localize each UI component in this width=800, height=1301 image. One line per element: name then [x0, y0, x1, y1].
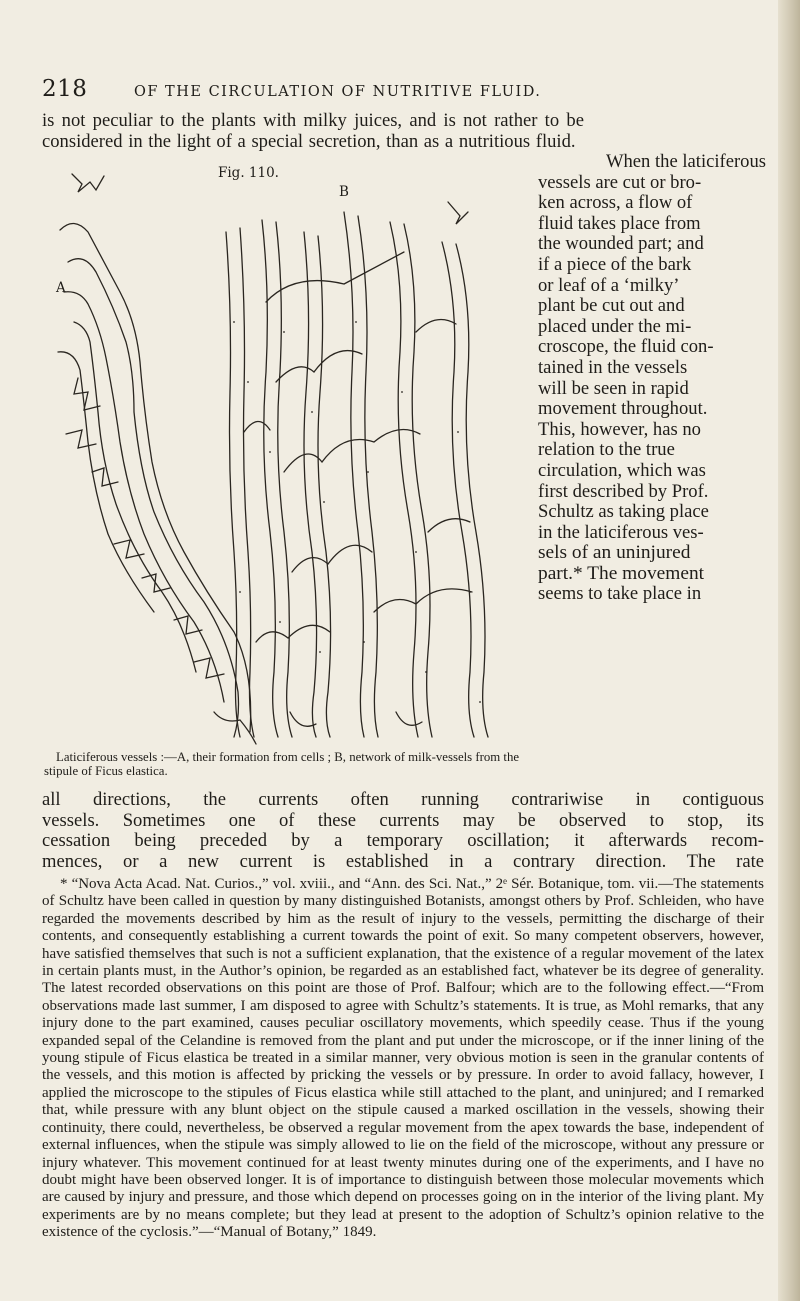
figure-part-a-drawing: [58, 174, 256, 744]
text-line: movement throughout.: [538, 398, 708, 420]
text-line: croscope, the fluid con-: [538, 336, 714, 358]
text-line: in the laticiferous ves-: [538, 521, 704, 543]
page-number: 218: [42, 76, 88, 102]
text-line: circulation, which was: [538, 459, 706, 481]
figure-stippling: [233, 321, 481, 703]
text-line: ken across, a flow of: [538, 192, 693, 214]
page-header: [42, 76, 762, 106]
text-line: vessels. Sometimes one of these currents may be observed to stop, its: [42, 809, 764, 831]
text-line: all directions, the currents often running contrariwise in contiguous: [42, 789, 764, 810]
text-line: if a piece of the bark: [538, 253, 692, 275]
laticiferous-vessels-illustration: [44, 172, 524, 747]
text-line: plant be cut out and: [538, 295, 685, 317]
text-line: mences, or a new current is established in a contrary direction. The rate: [42, 850, 764, 872]
page-edge: [778, 0, 800, 1301]
text-line: cessation being preceded by a temporary oscillation; it afterwards recom-: [42, 830, 764, 852]
text-line: considered in the light of a special secretion, than as a nutritious fluid.: [42, 130, 576, 152]
text-line: is not peculiar to the plants with milky juices, and is not rather to be: [42, 110, 584, 131]
text-line: Schultz as taking place: [538, 501, 709, 523]
text-line: placed under the mi-: [538, 315, 692, 337]
text-line: tained in the vessels: [538, 356, 688, 378]
figure-caption-text: Laticiferous vessels :—A, their formation from cells ; B, network of milk-vessels from the stipule of Ficus elastica.: [44, 750, 520, 778]
text-line: first described by Prof.: [538, 480, 709, 502]
figure-part-b-label: B: [339, 184, 349, 200]
right-column-text: [538, 152, 766, 605]
text-line: fluid takes place from: [538, 212, 701, 234]
figure-110: [44, 165, 524, 778]
figure-label: Fig. 110.: [218, 165, 279, 181]
running-title: OF THE CIRCULATION OF NUTRITIVE FLUID.: [134, 84, 542, 100]
figure-caption: [44, 750, 522, 778]
text-line: relation to the true: [538, 439, 675, 461]
text-line: or leaf of a ‘milky’: [538, 274, 680, 296]
text-line: sels of an uninjured: [538, 542, 691, 564]
text-line: will be seen in rapid: [538, 377, 689, 399]
figure-part-a-label: A: [56, 280, 66, 296]
text-line: vessels are cut or bro-: [538, 171, 702, 193]
paragraph-top: [42, 111, 764, 152]
figure-part-b-drawing: [226, 202, 488, 737]
footnote: * “Nova Acta Acad. Nat. Curios.,” vol. xviii., and “Ann. des Sci. Nat.,” 2ᵉ Sér. Botanique, tom. vii.—The statements of Schultz have been called in question by many distinguished Botanists, amongst others by Prof. Schleiden, who have regarded the movements described by him as the result of injury to the vessels, permitting the discharge of their contents, and consequently establishing a current towards the point of exit. So many competent observers, however, have satisfied themselves that such is not a sufficient explanation, that the existence of a regular movement of the latex in certain plants must, in the Author’s opinion, be regarded as an established fact, whatever be its degree of generality. The latest recorded observations on this point are those of Prof. Balfour; which are to the following effect.—“From observations made last summer, I am disposed to agree with Schultz’s statements. It is true, as Mohl remarks, that any injury done to the part examined, causes peculiar oscillatory movements, which speedily cease. Thus if the young expanded sepal of the Celandine is removed from the plant and put under the microscope, or if the inner lining of the young stipule of Ficus elastica be treated in a similar manner, very obvious motion is seen in the granular contents of the vessels, and this motion is affected by pricking the vessels or by pressure. In order to avoid fallacy, however, I applied the microscope to the stipules of Ficus elastica while still attached to the plant, and uninjured; and I remarked that, while pressure with any blunt object on the stipule caused a marked oscillation in the vessels, showing their continuity, there could, nevertheless, be observed a regular movement from the apex towards the base, independent of external influences, when the stipule was simply allowed to lie on the field of the microscope, without any pressure or injury whatever. This movement continued for at least twenty minutes during one of the experiments, and I have no doubt might have been observed longer. It is of importance to distinguish between those molecular movements which are caused by injury and pressure, and those which depend on processes going on in the interior of the living plant. My experiments are by no means complete; but they lead at present to the adoption of Schultz’s opinion relative to the existence of the cyclosis.”—“Manual of Botany,” 1849.: [42, 876, 764, 1241]
text-line: When the laticiferous: [605, 151, 766, 172]
text-line: seems to take place in: [538, 583, 702, 605]
paragraph-bottom: [42, 790, 764, 872]
text-line: the wounded part; and: [538, 233, 704, 255]
text-line: part.* The movement: [538, 562, 705, 584]
text-line: This, however, has no: [538, 418, 701, 440]
